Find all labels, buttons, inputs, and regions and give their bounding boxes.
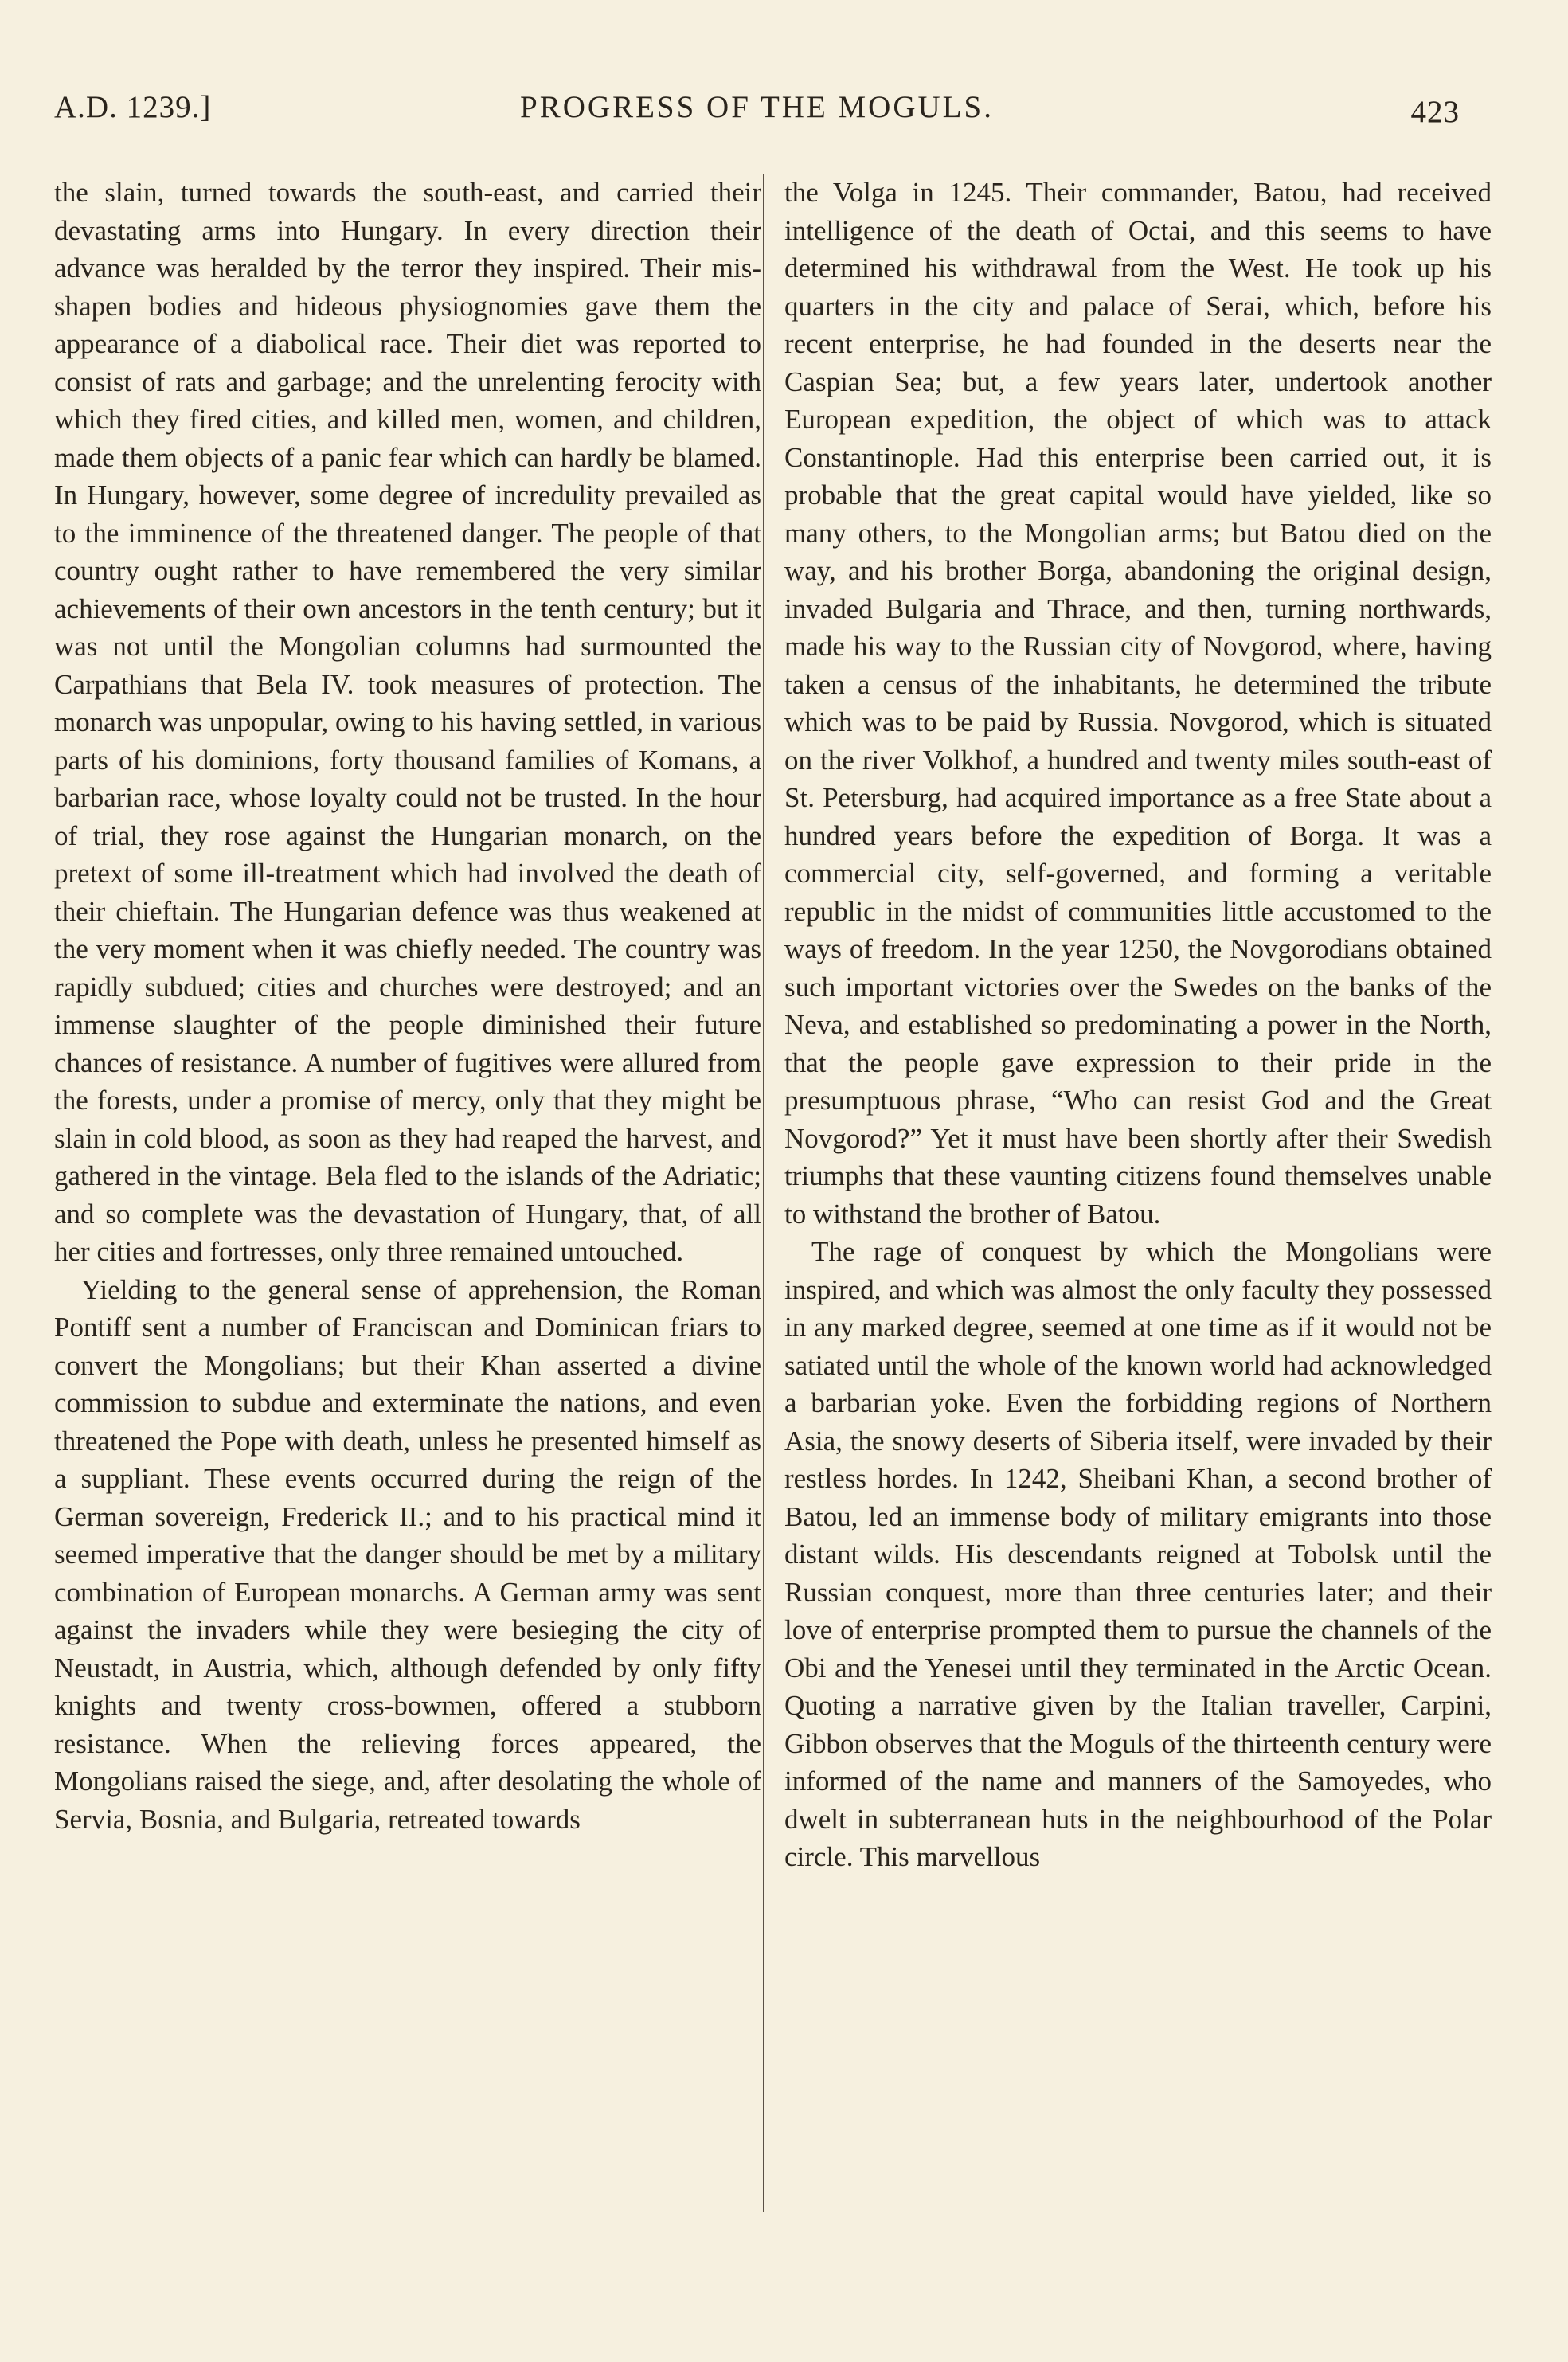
left-column: [54, 174, 761, 1838]
right-column: [784, 174, 1492, 1876]
paragraph: The rage of conquest by which the Mongolians were inspired, and which was almost the only faculty they possessed in any marked degree, seemed at one time as if it would not be satiated until the whole of the known world had acknowledged a barbarian yoke. Even the forbidding regions of Northern Asia, the snowy deserts of Siberia itself, were invaded by their restless hordes. In 1242, Sheibani Khan, a second brother of Batou, led an immense body of military emigrants into those distant wilds. His descendants reigned at Tobolsk until the Russian conquest, more than three centuries later; and their love of enterprise prompted them to pursue the channels of the Obi and the Yenesei until they terminated in the Arctic Ocean. Quoting a narrative given by the Italian traveller, Carpini, Gibbon observes that the Moguls of the thirteenth century were informed of the name and manners of the Samoyedes, who dwelt in subterranean huts in the neighbourhood of the Polar circle. This marvellous: [784, 1236, 1492, 1872]
header-date: A.D. 1239.]: [54, 90, 212, 124]
column-divider: [763, 174, 764, 2212]
header-title: PROGRESS OF THE MOGULS.: [520, 90, 994, 124]
running-header: [54, 89, 1460, 137]
page-number: 423: [1410, 95, 1460, 129]
paragraph: the slain, turned towards the south-east, and carried their devastating arms into Hungary. In every direction their advance was heralded by the terror they inspired. Their mis-shapen bodies and hideous physiognomies gave them the appearance of a diabolical race. Their diet was reported to consist of rats and garbage; and the unrelenting ferocity with which they fired cities, and killed men, women, and children, made them objects of a panic fear which can hardly be blamed. In Hungary, however, some degree of incredulity prevailed as to the imminence of the threatened danger. The people of that country ought rather to have remembered the very similar achievements of their own ancestors in the tenth century; but it was not until the Mongolian columns had surmounted the Carpathians that Bela IV. took measures of protection. The monarch was unpopular, owing to his having settled, in various parts of his dominions, forty thousand families of Komans, a barbarian race, whose loyalty could not be trusted. In the hour of trial, they rose against the Hungarian monarch, on the pretext of some ill-treatment which had involved the death of their chieftain. The Hungarian defence was thus weakened at the very moment when it was chiefly needed. The country was rapidly subdued; cities and churches were destroyed; and an immense slaughter of the people diminished their future chances of resistance. A number of fugitives were allured from the forests, under a promise of mercy, only that they might be slain in cold blood, as soon as they had reaped the harvest, and gathered in the vintage. Bela fled to the islands of the Adriatic; and so complete was the devastation of Hungary, that, of all her cities and fortresses, only three remained untouched.: [54, 177, 761, 1267]
paragraph: the Volga in 1245. Their commander, Batou, had received intelligence of the death of Octai, and this seems to have determined his withdrawal from the West. He took up his quarters in the city and palace of Serai, which, before his recent enterprise, he had founded in the deserts near the Caspian Sea; but, a few years later, undertook another European expedition, the object of which was to attack Constantinople. Had this enterprise been carried out, it is probable that the great capital would have yielded, like so many others, to the Mongolian arms; but Batou died on the way, and his brother Borga, abandoning the original design, invaded Bulgaria and Thrace, and then, turning northwards, made his way to the Russian city of Novgorod, where, having taken a census of the inhabitants, he determined the tribute which was to be paid by Russia. Novgorod, which is situated on the river Volkhof, a hundred and twenty miles south-east of St. Petersburg, had acquired importance as a free State about a hundred years before the expedition of Borga. It was a commercial city, self-governed, and forming a veritable republic in the midst of communities little accustomed to the ways of freedom. In the year 1250, the Novgorodians obtained such important victories over the Swedes on the banks of the Neva, and established so predominating a power in the North, that the people gave expression to their pride in the presumptuous phrase, “Who can resist God and the Great Novgorod?” Yet it must have been shortly after their Swedish triumphs that these vaunting citizens found themselves unable to withstand the brother of Batou.: [784, 177, 1492, 1230]
paragraph: Yielding to the general sense of apprehension, the Roman Pontiff sent a number of Franciscan and Dominican friars to convert the Mongolians; but their Khan asserted a divine commission to subdue and exterminate the nations, and even threatened the Pope with death, unless he presented himself as a suppliant. These events occurred during the reign of the German sovereign, Frederick II.; and to his practical mind it seemed imperative that the danger should be met by a military combination of European monarchs. A German army was sent against the invaders while they were besieging the city of Neustadt, in Austria, which, although defended by only fifty knights and twenty cross-bowmen, offered a stubborn resistance. When the relieving forces appeared, the Mongolians raised the siege, and, after desolating the whole of Servia, Bosnia, and Bulgaria, retreated towards: [54, 1273, 761, 1835]
